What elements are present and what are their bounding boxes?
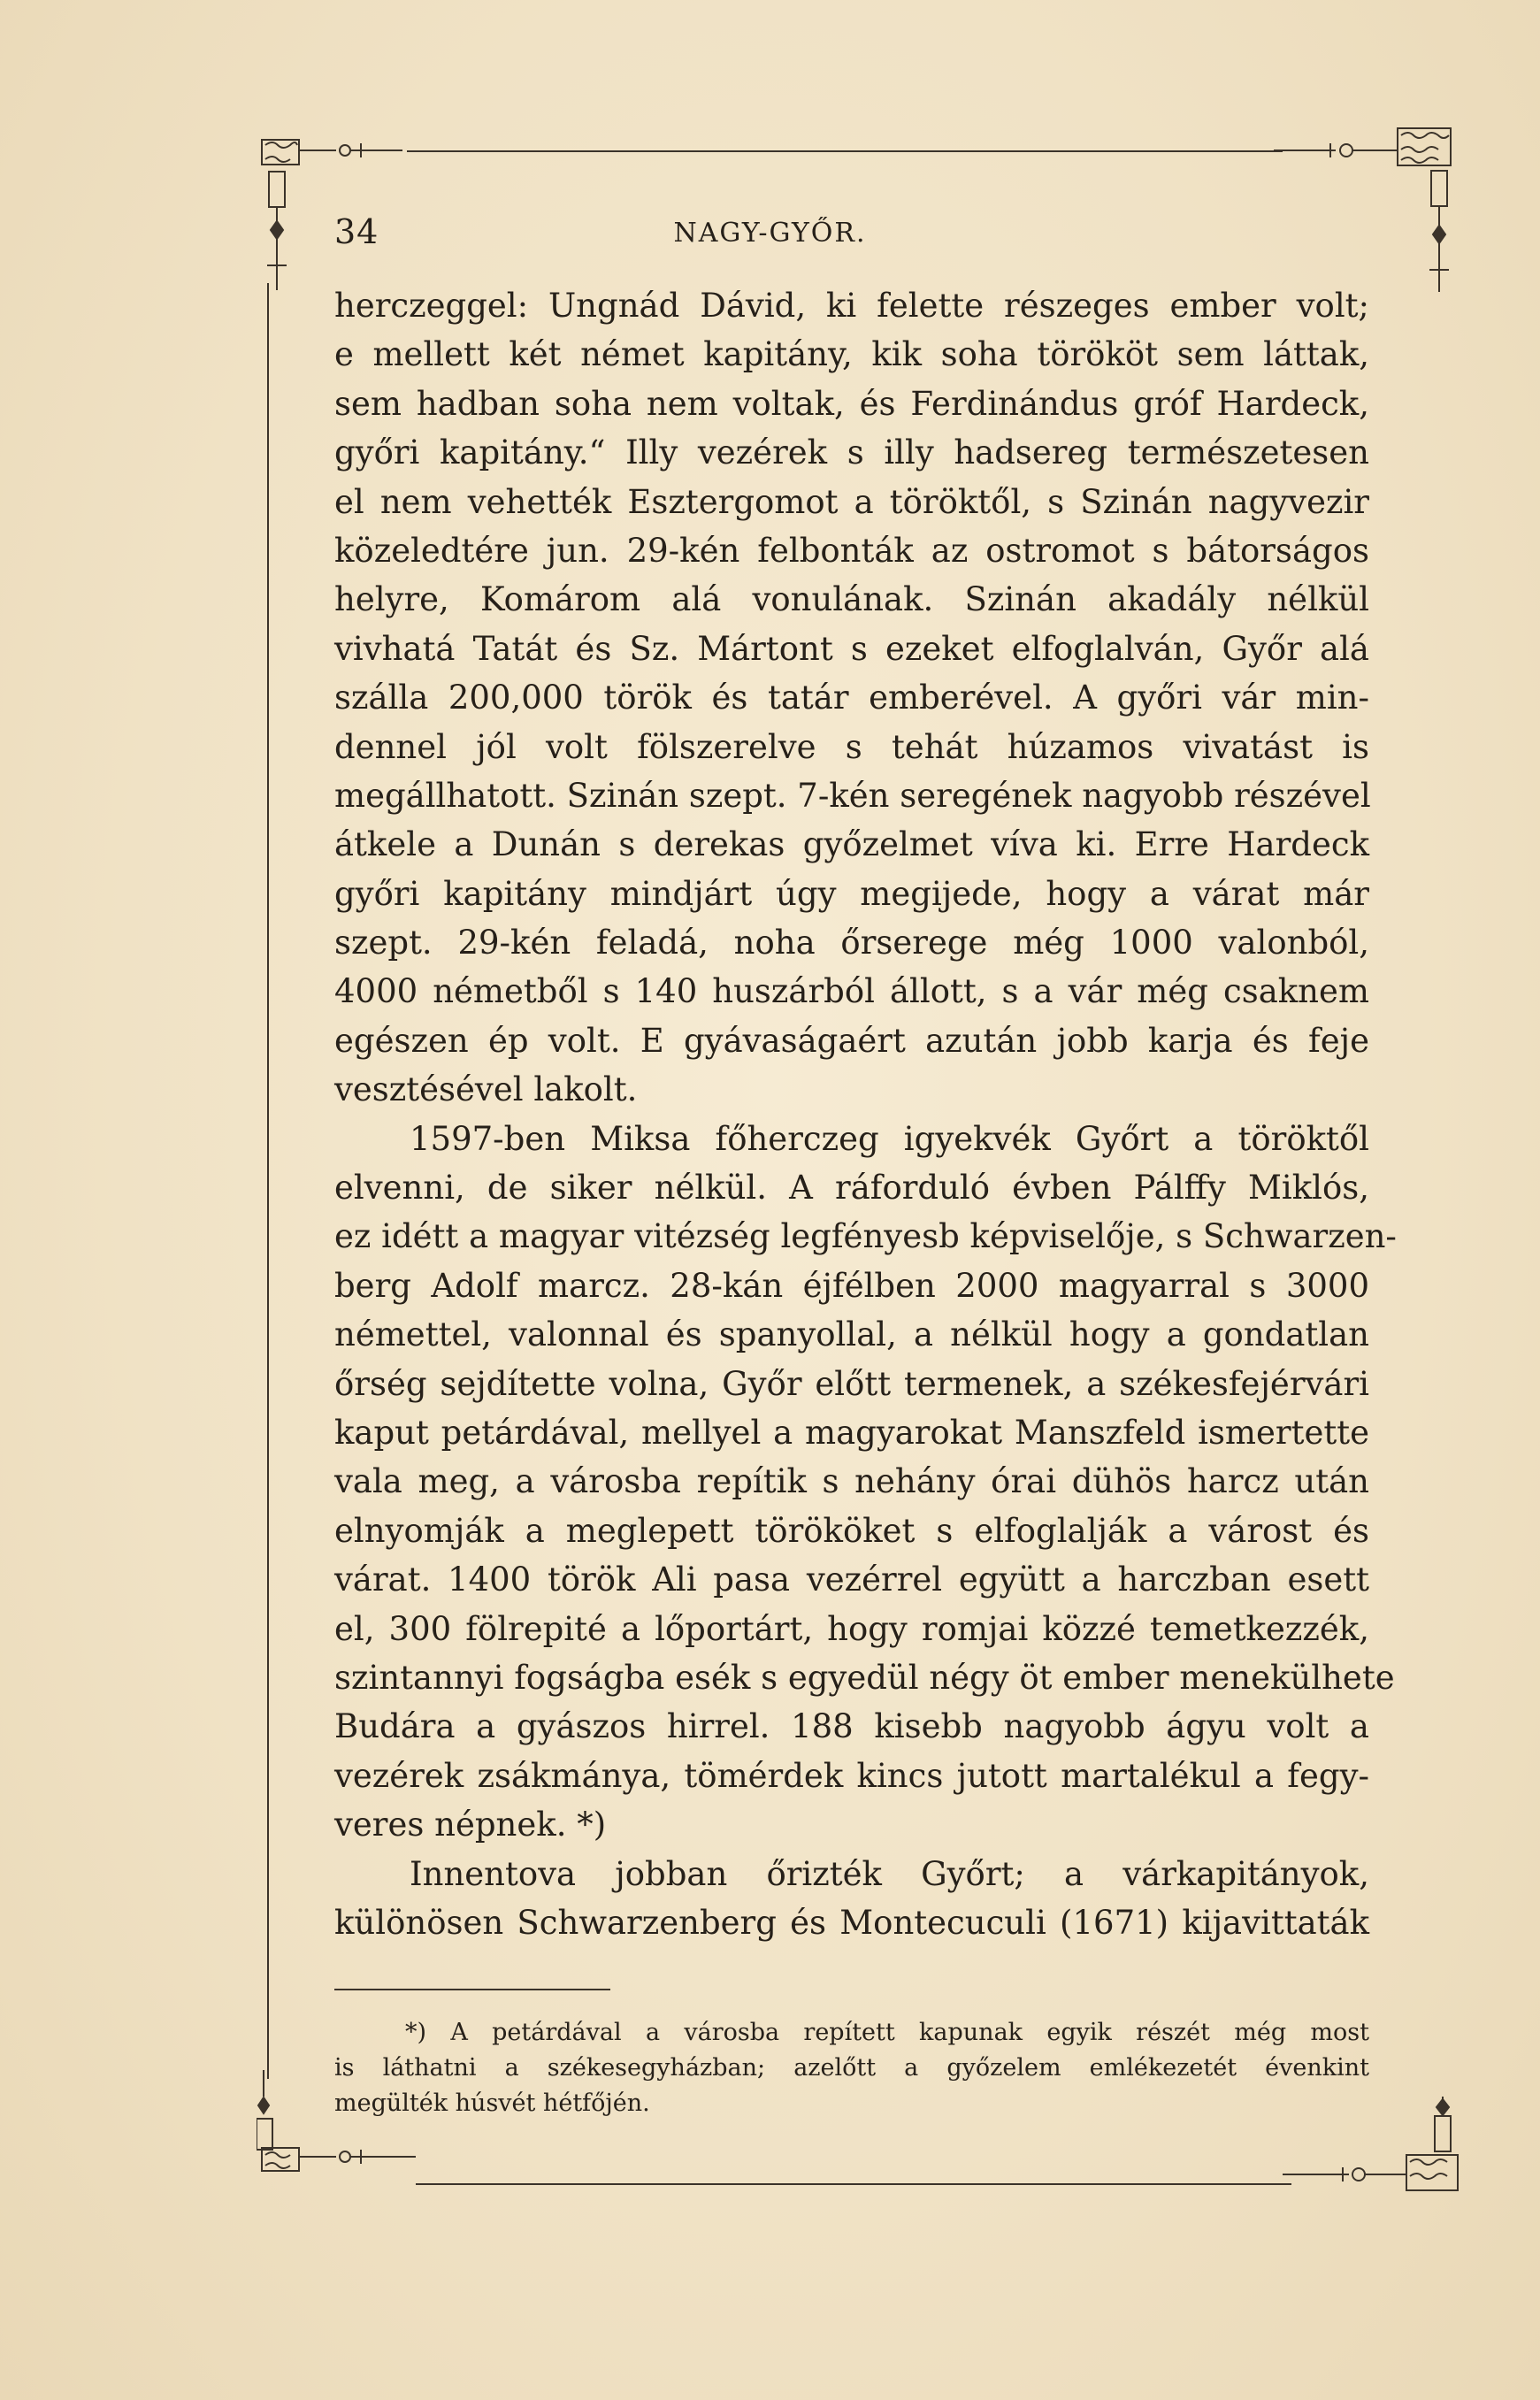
footnote-line: *) A petárdával a városba repített kapunak egyik részét még most (405, 2019, 1369, 2046)
text-line: győri kapitány.“ Illy vezérek s illy hadsereg természetesen (334, 433, 1369, 472)
text-line: megállhatott. Szinán szept. 7-kén seregének nagyobb részével (334, 776, 1371, 815)
text-line: ez idétt a magyar vitézség legfényesb képviselője, s Schwarzen- (334, 1217, 1397, 1256)
bottom-border-rule (416, 2183, 1291, 2185)
text-line: vezérek zsákmánya, tömérdek kincs jutott martalékul a fegy- (334, 1756, 1369, 1795)
text-line: berg Adolf marcz. 28-kán éjfélben 2000 magyarral s 3000 (334, 1266, 1369, 1305)
top-right-ornament-icon (1274, 119, 1468, 292)
footnote (334, 2015, 1369, 2121)
text-line: kaput petárdával, mellyel a magyarokat Manszfeld ismertette (334, 1413, 1369, 1452)
footnote-line: is láthatni a székesegyházban; azelőtt a győzelem emlékezetét évenkint (334, 2054, 1369, 2082)
top-border-rule (407, 150, 1283, 152)
text-line: dennel jól volt fölszerelve s tehát húzamos vivatást is (334, 727, 1369, 766)
text-line: átkele a Dunán s derekas győzelmet víva ki. Erre Hardeck (334, 825, 1369, 864)
text-line: el nem vehették Esztergomot a töröktől, s Szinán nagyvezir (334, 482, 1369, 521)
text-line: vala meg, a városba repítik s nehány órai dühös harcz után (334, 1462, 1369, 1501)
text-line: némettel, valonnal és spanyollal, a nélkül hogy a gondatlan (334, 1315, 1369, 1354)
page-number: 34 (334, 212, 379, 251)
text-line: győri kapitány mindjárt úgy megijede, hogy a várat már (334, 874, 1369, 913)
running-head: NAGY-GYŐR. (673, 218, 867, 249)
text-line: vivhatá Tatát és Sz. Mártont s ezeket elfoglalván, Győr alá (334, 629, 1369, 668)
body-text (334, 281, 1397, 1947)
left-border-rule (267, 283, 269, 2079)
text-line: elnyomják a meglepett törököket s elfoglalják a várost és (334, 1511, 1369, 1550)
text-line: Budára a gyászos hirrel. 188 kisebb nagyobb ágyu volt a (334, 1707, 1369, 1746)
text-line: sem hadban soha nem voltak, és Ferdinándus gróf Hardeck, (334, 384, 1369, 423)
text-line: 1597-ben Miksa főherczeg igyekvék Győrt a töröktől (410, 1119, 1369, 1158)
text-line: Innentova jobban őrizték Győrt; a várkapitányok, (410, 1854, 1369, 1893)
text-line: elvenni, de siker nélkül. A ráforduló évben Pálffy Miklós, (334, 1169, 1369, 1208)
text-line: veres népnek. *) (334, 1806, 607, 1844)
text-line: e mellett két német kapitány, kik soha törököt sem láttak, (334, 335, 1369, 374)
text-line: őrség sejdítette volna, Győr előtt termenek, a székesfejérvári (334, 1364, 1369, 1403)
text-line: 4000 németből s 140 huszárból állott, s a vár még csaknem (334, 972, 1369, 1011)
top-left-ornament-icon (257, 133, 407, 292)
footnote-line: megülték húsvét hétfőjén. (334, 2089, 650, 2117)
text-line: herczeggel: Ungnád Dávid, ki felette részeges ember volt; (334, 287, 1369, 325)
text-line: szept. 29-kén feladá, noha őrserege még 1000 valonból, (334, 924, 1369, 962)
text-line: szintannyi fogságba esék s egyedül négy öt ember menekülhete (334, 1658, 1395, 1697)
text-line: helyre, Komárom alá vonulának. Szinán akadály nélkül (334, 580, 1369, 619)
text-line: el, 300 fölrepité a lőportárt, hogy romjai közzé temetkezzék, (334, 1609, 1369, 1648)
text-line: különösen Schwarzenberg és Montecuculi (1671) kijavittaták (334, 1903, 1369, 1942)
text-line: egészen ép volt. E gyávaságaért azután jobb karja és feje (334, 1021, 1369, 1060)
text-line: szálla 200,000 török és tatár emberével. A győri vár min- (334, 679, 1369, 717)
text-line: várat. 1400 török Ali pasa vezérrel együtt a harczban esett (334, 1560, 1369, 1599)
text-line: közeledtére jun. 29-kén felbonták az ostromot s bátorságos (334, 531, 1369, 570)
text-line: vesztésével lakolt. (334, 1070, 638, 1109)
footnote-rule (334, 1989, 610, 1990)
